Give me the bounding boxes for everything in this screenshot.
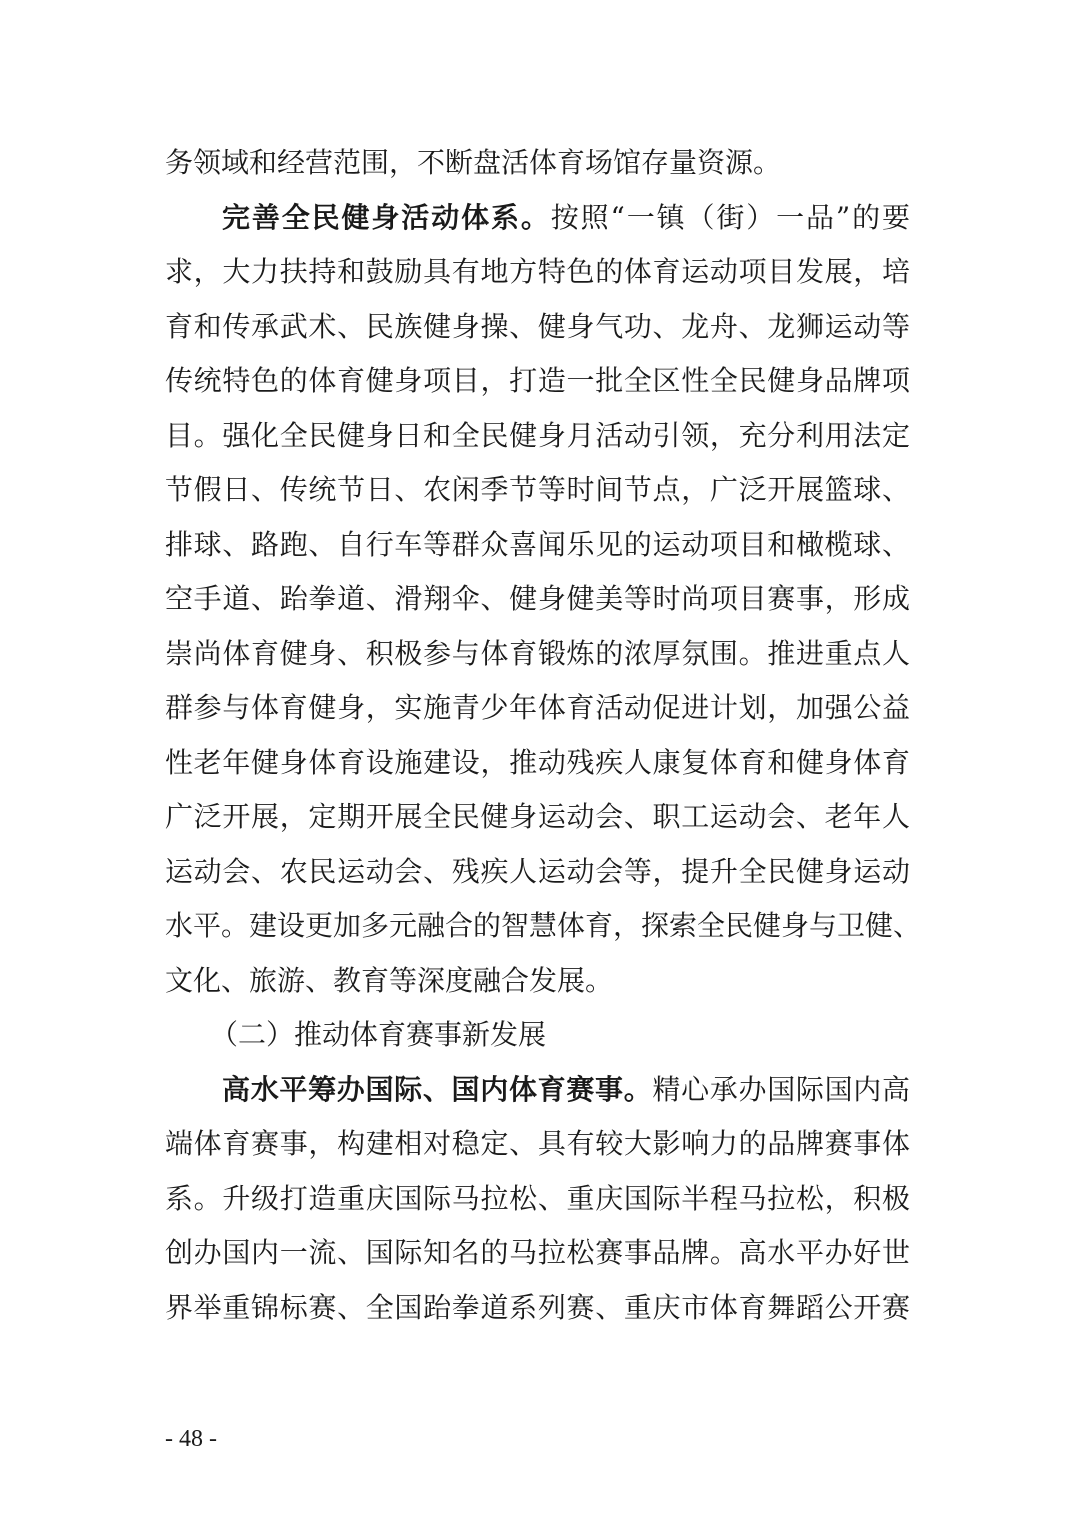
paragraph-line <box>222 194 910 242</box>
paragraph-line: 水平。建设更加多元融合的智慧体育，探索全民健身与卫健、 <box>165 909 922 942</box>
paragraph-line: 界举重锦标赛、全国跆拳道系列赛、重庆市体育舞蹈公开赛 <box>165 1291 910 1324</box>
paragraph-line: 排球、路跑、自行车等群众喜闻乐见的运动项目和橄榄球、 <box>165 528 910 561</box>
paragraph-line: 目。强化全民健身日和全民健身月活动引领，充分利用法定 <box>165 419 910 452</box>
paragraph-line: 育和传承武术、民族健身操、健身气功、龙舟、龙狮运动等 <box>165 310 910 343</box>
paragraph-line: 务领域和经营范围，不断盘活体育场馆存量资源。 <box>165 146 782 179</box>
paragraph-line: 崇尚体育健身、积极参与体育锻炼的浓厚氛围。推进重点人 <box>165 637 910 670</box>
paragraph-line: 节假日、传统节日、农闲季节等时间节点，广泛开展篮球、 <box>165 473 910 506</box>
paragraph-text: 按照“一镇（街）一品”的要 <box>550 201 910 234</box>
paragraph-heading: 高水平筹办国际、国内体育赛事。 <box>222 1073 653 1106</box>
paragraph-line: 广泛开展，定期开展全民健身运动会、职工运动会、老年人 <box>165 800 910 833</box>
paragraph-line <box>222 1066 910 1114</box>
paragraph-line: 传统特色的体育健身项目，打造一批全区性全民健身品牌项 <box>165 364 910 397</box>
paragraph-line: 文化、旅游、教育等深度融合发展。 <box>165 964 614 997</box>
paragraph-line: 创办国内一流、国际知名的马拉松赛事品牌。高水平办好世 <box>165 1236 910 1269</box>
paragraph-line: 求，大力扶持和鼓励具有地方特色的体育运动项目发展，培 <box>165 255 910 288</box>
paragraph-line: 系。升级打造重庆国际马拉松、重庆国际半程马拉松，积极 <box>165 1182 910 1215</box>
paragraph-line: 性老年健身体育设施建设，推动残疾人康复体育和健身体育 <box>165 746 910 779</box>
paragraph-line: 空手道、跆拳道、滑翔伞、健身健美等时尚项目赛事，形成 <box>165 582 910 615</box>
paragraph-line: 群参与体育健身，实施青少年体育活动促进计划，加强公益 <box>165 691 910 724</box>
paragraph-line: 端体育赛事，构建相对稳定、具有较大影响力的品牌赛事体 <box>165 1127 910 1160</box>
paragraph-text: 精心承办国际国内高 <box>652 1073 910 1106</box>
section-heading: （二）推动体育赛事新发展 <box>210 1018 547 1051</box>
page-number: - 48 - <box>165 1426 217 1452</box>
paragraph-heading: 完善全民健身活动体系。 <box>222 201 551 234</box>
paragraph-line: 运动会、农民运动会、残疾人运动会等，提升全民健身运动 <box>165 855 910 888</box>
